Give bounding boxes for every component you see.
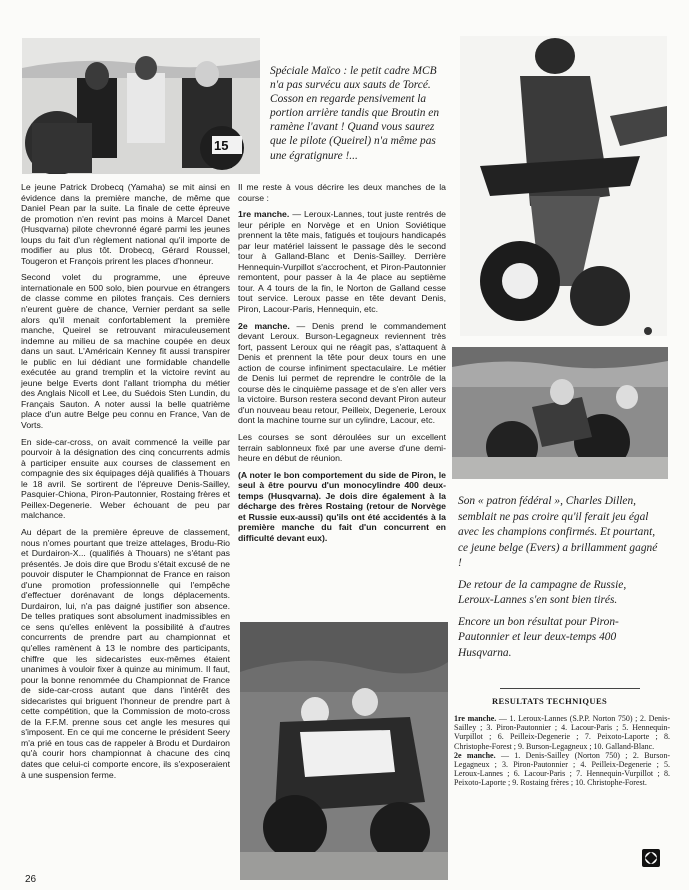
photo-sidecar-race-field [452,347,668,479]
magazine-corner-icon [642,849,660,867]
results-manche-2 [454,751,670,788]
plate-number: 15 [214,138,229,153]
results-manche-2-text: — 1. Denis-Sailley (Norton 750) ; 2. Burson-Legagneux ; 3. Piron-Pautonnier ; 4. Peilleix-Degenerie ; 5. Leroux-Lannes ; 6. Lacour-Paris ; 7. Hennequin-Vurpillot ; 8. Peixoto-Laporte ; 9. Rostaing frères ; 10. Christophe-Forest. [454,750,670,788]
caption-middle [458,494,658,667]
middle-closing: Les courses se sont déroulées sur un excellent terrain sablonneux fixé par une averse d'une demi-heure en début de réunion. [238,432,446,464]
caption-top [270,64,450,169]
photo-sidecar-action [240,622,448,880]
middle-manche-2-text: — Denis prend le commandement devant Leroux. Burson-Legagneux reviennent très fort, passent Leroux qui ne réagit pas, s'attaquent à Denis et prennent la tête pour deux tours en une action de course infiniment spectaculaire. Le métier de Denis lui permet de reprendre le contrôle de la course dès le cinquième passage et de s'en aller vers la victoire. Burson restera second devant Piron auteur d'un nouveau beau retour, Peilleix, Degenerie, Leroux dont la machine tourne sur un cylindre, Lacour, etc. [238,320,446,426]
page-number: 26 [25,874,37,885]
photo-jumping-rider [460,36,667,336]
caption-middle-1: Son « patron fédéral », Charles Dillen, semblait ne pas croire qu'il ferait jeu égal avec les champions confirmés. Et pourtant, ce jeune belge (Evers) a brillamment gagné ! [458,495,658,569]
left-paragraph: En side-car-cross, on avait commencé la veille par pourvoir à la désignation des cinq concurrents admis à participer ensuite aux courses de classement en compagnie des six équipages déjà qualifiés à Thouars le 18 avril. Se sortirent de l'épreuve Denis-Sailley, Pasquier-Chiona, Piron-Pautonnier, Rostaing frères et Peillex-Degenerie. Weber échouant de peu par malchance. [21,436,230,521]
caption-middle-3: Encore un bon résultat pour Piron-Pautonnier et leur deux-temps 400 Husqvarna. [458,615,619,659]
results-manche-1-label: 1re manche. [454,714,497,723]
middle-manche-2-label: 2e manche. [238,320,290,331]
left-column [21,182,230,786]
middle-column [238,182,446,550]
middle-manche-1 [238,209,446,314]
middle-manche-2 [238,321,446,426]
caption-middle-2: De retour de la campagne de Russie, Leroux-Lannes s'en sont bien tirés. [458,578,627,606]
middle-note: (A noter le bon comportement du side de Piron, le seul à être pourvu d'un monocylindre 400 deux-temps (Husqvarna). Je dois dire également à la décharge des frères Rostaing (retour de Norvège et Russie eux-aussi) qu'ils ont été accidentés à la première manche du fait d'un concurrent en difficulté devant eux). [238,469,446,543]
results-manche-1-text: — 1. Leroux-Lannes (S.P.P. Norton 750) ; 2. Denis-Sailley ; 3. Piron-Pautonnier ; 4. Lacour-Paris ; 5. Hennequin-Vurpillot ; 6. Peilleix-Degenerie ; 7. Peixoto-Laporte ; 8. Christophe-Forest ; 9. Burson-Legagneux ; 10. Galland-Blanc. [454,714,671,751]
results-divider [500,688,640,689]
left-paragraph: Au départ de la première épreuve de classement, nous n'omes pourtant que treize attelages, Brodu-Rio et Durdairon-X... (qualifiés à Thouars) ne s'étant pas présentés. Je dois dire que Brodu s'était excusé de ne pouvoir disputer le Championnat de France en raison d'une promotion professionnelle qui l'empêche d'effectuer dorénavant de longs déplacements. Durdairon, lui, n'a pas daigné justifier son absence. De telles pratiques sont absolument inadmissibles en ce sens qu'elles enlèvent la possibilité à d'autres concurrents de prendre part au championnat et qu'elles ramènent à 13 le nombre des participants, chiffre que les sidecaristes eux-mêmes étaient unanimes à vouloir fixer à quinze au minimum. Il faut, pour la bonne renommée du Championnat de France de side-car-cross autant que dans l'intérêt des sidecaristes qui briguent l'honneur de prendre part à cette compétition, que la Commission de moto-cross de la F.F.M. prenne sous cet angle les mesures qui s'imposent. En ce qui me concerne le président Seery m'a prié en tous cas de rappeler à Brodu et Durdairon qu'à courir hors championnat à chacune des cinq dates que celui-ci comporte encore, ils s'exposeraient à une suspension ferme. [21,526,230,780]
results-body [454,714,670,788]
middle-manche-1-text: — Leroux-Lannes, tout juste rentrés de leur périple en Norvège et en Union Soviétique prennent la tête mais, fatigués et toujours handicapés par leur matériel laissent le passage dès le second tour à Galland-Blanc et Denis-Sailley. Derrière Hennequin-Vurpillot s'accrochent, et Piron-Pautonnier remontent, pour passer à la 4e place au septième tour. A 4 tours de la fin, le Norton de Galland cesse tout service. Leroux passe en tête devant Denis, Piron, Lacour-Paris, Hennequin, etc. [238,209,446,315]
middle-intro: Il me reste à vous décrire les deux manches de la course : [238,182,446,203]
results-manche-2-label: 2e manche. [454,750,496,760]
middle-manche-1-label: 1re manche. [238,209,290,220]
left-paragraph: Second volet du programme, une épreuve internationale en 500 solo, bien pourvue en étrangers de classe comme en pilotes français. Ces derniers n'eurent guère de chance, Vernier perdant sa selle alors qu'il menait confortablement la première manche, Queirel se retrouvant miraculeusement indemne au milieu de sa machine coupée en deux dans un saut. L'Américain Kenney fit aussi transpirer le public en lui dédiant une formidable chandelle exécutée au grand tremplin et la victoire revint au jeune belge Everts dont l'allant triompha du métier des Anglais Nicoll et Lee, du Suédois Sten Lundin, du Français Sauton. A noter aussi la belle quatrième place d'un autre Belge peu connu en France, Van de Vorts. [21,272,230,431]
results-manche-1 [454,714,670,751]
results-title: RESULTATS TECHNIQUES [492,696,608,706]
left-paragraph: Le jeune Patrick Drobecq (Yamaha) se mit ainsi en évidence dans la première manche, de même que Daniel Pean par la suite. La finale de cette épreuve de promotion n'en revint pas moins à Marcel Danet (Husqvarna) pilote chevronné égaré parmi les jeunes loups du fait d'un règlement national qu'il importe de modifier au plus tôt. Drobecq, Gérard Roussel, Tougeron et François prirent les places d'honneur. [21,182,230,266]
photo-mechanics-broken-frame [22,38,260,174]
caption-top-text: Spéciale Maïco : le petit cadre MCB n'a pas survécu aux sauts de Torcé. Cosson en regarde pensivement la portion arrière tandis que Broutin en ramène l'avant ! Quand vous saurez que le pilote (Queirel) n'a même pas une égratignure !... [270,65,440,162]
